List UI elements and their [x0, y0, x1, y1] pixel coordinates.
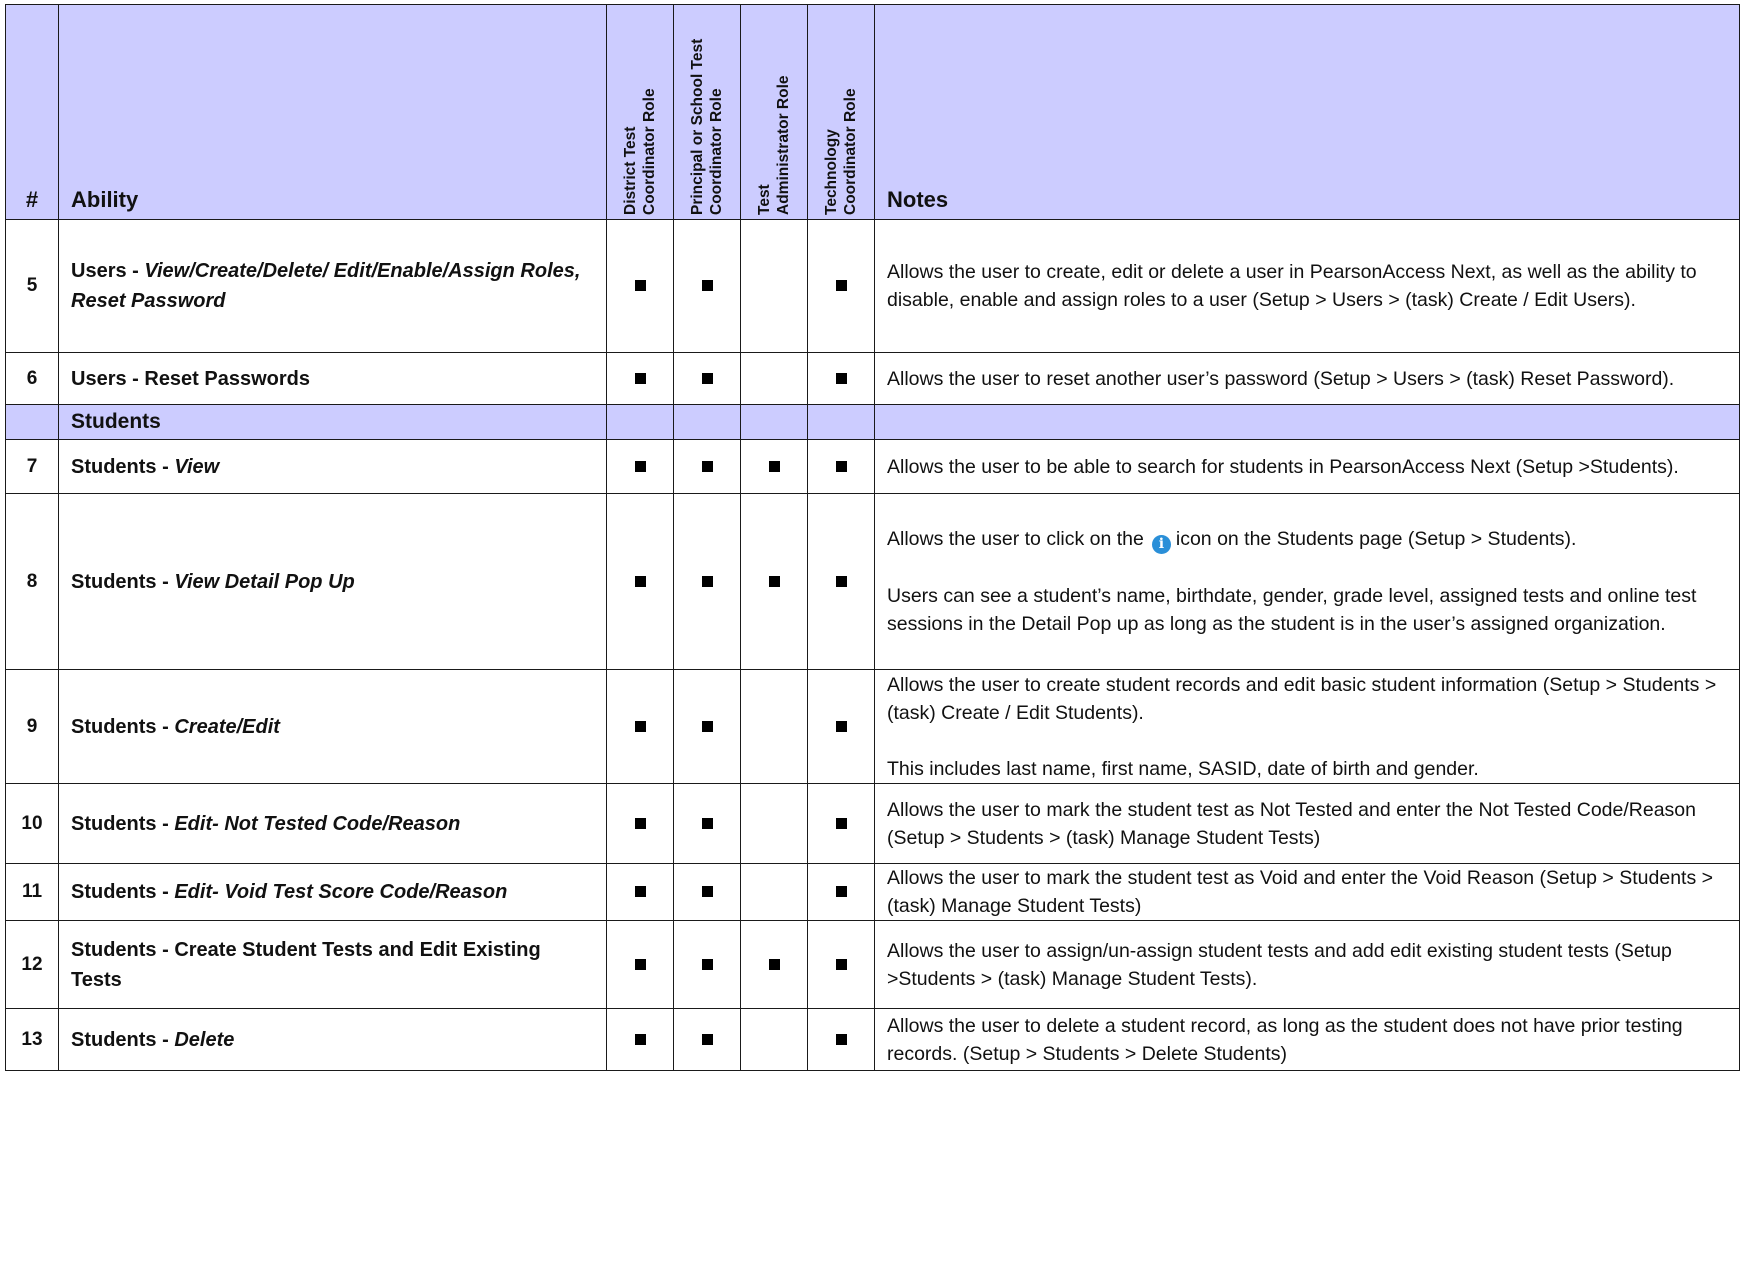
table-row [6, 921, 1740, 1009]
section-empty-cell [607, 405, 674, 440]
role-cell-test-admin [741, 864, 808, 921]
ability-cell [59, 1009, 607, 1071]
row-number: 9 [6, 670, 59, 784]
header-role-technology [808, 5, 875, 220]
roles-permissions-table [5, 4, 1740, 1071]
role-cell-district [607, 864, 674, 921]
role-cell-test-admin [741, 440, 808, 494]
role-cell-technology [808, 864, 875, 921]
ability-detail: Edit- Void Test Score Code/Reason [174, 881, 508, 903]
role-cell-principal [674, 220, 741, 353]
table-row [6, 440, 1740, 494]
permission-mark-icon [769, 959, 780, 970]
role-cell-technology [808, 353, 875, 405]
role-cell-test-admin [741, 1009, 808, 1071]
header-ability: Ability [59, 5, 607, 220]
row-number: 7 [6, 440, 59, 494]
role-cell-principal [674, 1009, 741, 1071]
role-cell-district [607, 494, 674, 670]
row-number: 12 [6, 921, 59, 1009]
role-cell-technology [808, 1009, 875, 1071]
notes-cell [875, 440, 1740, 494]
ability-label: Students - [71, 1028, 175, 1051]
role-cell-technology [808, 670, 875, 784]
row-number: 5 [6, 220, 59, 353]
ability-cell [59, 864, 607, 921]
ability-detail: View Detail Pop Up [174, 570, 355, 593]
row-number: 10 [6, 784, 59, 864]
table-row [6, 220, 1740, 353]
role-cell-district [607, 220, 674, 353]
ability-detail: Delete [174, 1028, 235, 1051]
row-number: 6 [6, 353, 59, 405]
ability-label: Students - [71, 455, 175, 478]
row-number: 11 [6, 864, 59, 921]
permission-mark-icon [702, 1034, 713, 1045]
ability-label: Users - [71, 260, 145, 282]
section-row [6, 405, 1740, 440]
permission-mark-icon [836, 576, 847, 587]
permission-mark-icon [635, 886, 646, 897]
section-num-cell [6, 405, 59, 440]
header-notes: Notes [875, 5, 1740, 220]
table-row [6, 353, 1740, 405]
permission-mark-icon [836, 886, 847, 897]
ability-label: Users - Reset Passwords [71, 367, 311, 390]
section-empty-cell [875, 405, 1740, 440]
role-cell-principal [674, 670, 741, 784]
notes-cell [875, 353, 1740, 405]
permission-mark-icon [635, 461, 646, 472]
role-cell-district [607, 440, 674, 494]
notes-paragraph: Allows the user to click on the i icon on the Students page (Setup > Students). [887, 528, 1577, 553]
permission-mark-icon [836, 1034, 847, 1045]
header-role-test-admin-label: Test Administrator Role [756, 74, 792, 215]
role-cell-test-admin [741, 220, 808, 353]
permission-mark-icon [702, 373, 713, 384]
role-cell-principal [674, 921, 741, 1009]
row-number: 13 [6, 1009, 59, 1071]
notes-paragraph: Allows the user to create, edit or delete a user in PearsonAccess Next, as well as the ability to disable, enable and assign roles to a user (Setup > Users > (task) Create / Edit Users). [887, 261, 1697, 311]
permission-mark-icon [702, 886, 713, 897]
notes-paragraph: Allows the user to delete a student record, as long as the student does not have prior testing records. (Setup > Students > Delete Students) [887, 1014, 1683, 1065]
role-cell-district [607, 921, 674, 1009]
table-row [6, 784, 1740, 864]
role-cell-test-admin [741, 353, 808, 405]
permission-mark-icon [836, 721, 847, 732]
header-role-principal-label: Principal or School Test Coordinator Role [689, 38, 725, 215]
ability-cell [59, 921, 607, 1009]
ability-label: Students - [71, 812, 175, 835]
permission-mark-icon [635, 280, 646, 291]
table-row [6, 670, 1740, 784]
role-cell-district [607, 670, 674, 784]
notes-paragraph: Allows the user to assign/un-assign student tests and add edit existing student tests (Setup >Students > (task) Manage Student Tests). [887, 939, 1672, 990]
notes-cell [875, 864, 1740, 921]
notes-paragraph: Allows the user to create student records and edit basic student information (Setup > Students > (task) Create / Edit Students). [887, 673, 1717, 724]
role-cell-test-admin [741, 670, 808, 784]
notes-cell [875, 921, 1740, 1009]
notes-paragraph: Allows the user to mark the student test as Void and enter the Void Reason (Setup > Students > (task) Manage Student Tests) [887, 867, 1714, 917]
ability-cell [59, 440, 607, 494]
role-cell-principal [674, 864, 741, 921]
ability-cell [59, 784, 607, 864]
permission-mark-icon [635, 721, 646, 732]
permission-mark-icon [635, 576, 646, 587]
permission-mark-icon [702, 959, 713, 970]
permission-mark-icon [836, 461, 847, 472]
role-cell-principal [674, 353, 741, 405]
role-cell-district [607, 1009, 674, 1071]
permission-mark-icon [702, 576, 713, 587]
section-empty-cell [808, 405, 875, 440]
role-cell-principal [674, 494, 741, 670]
role-cell-technology [808, 494, 875, 670]
header-role-technology-label: Technology Coordinator Role [823, 87, 859, 215]
role-cell-test-admin [741, 784, 808, 864]
notes-cell [875, 784, 1740, 864]
ability-detail: Create/Edit [174, 715, 280, 738]
permission-mark-icon [635, 1034, 646, 1045]
ability-cell [59, 670, 607, 784]
notes-paragraph: Allows the user to mark the student test as Not Tested and enter the Not Tested Code/Reason (Setup > Students > (task) Manage Student Tests) [887, 798, 1696, 849]
header-role-principal [674, 5, 741, 220]
notes-paragraph: This includes last name, first name, SASID, date of birth and gender. [887, 757, 1479, 780]
table-row [6, 494, 1740, 670]
role-cell-technology [808, 220, 875, 353]
ability-label: Students - Create Student Tests and Edit Existing Tests [71, 938, 541, 991]
header-role-test-admin [741, 5, 808, 220]
role-cell-technology [808, 921, 875, 1009]
section-empty-cell [674, 405, 741, 440]
permission-mark-icon [769, 576, 780, 587]
permission-mark-icon [836, 373, 847, 384]
table-body [6, 220, 1740, 1071]
notes-cell [875, 494, 1740, 670]
permission-mark-icon [635, 959, 646, 970]
section-title: Students [59, 405, 607, 440]
header-role-district [607, 5, 674, 220]
notes-paragraph: Allows the user to reset another user’s password (Setup > Users > (task) Reset Password). [887, 367, 1675, 390]
permission-mark-icon [635, 818, 646, 829]
notes-cell [875, 220, 1740, 353]
role-cell-test-admin [741, 921, 808, 1009]
ability-cell [59, 494, 607, 670]
ability-cell [59, 353, 607, 405]
role-cell-principal [674, 784, 741, 864]
role-cell-principal [674, 440, 741, 494]
ability-label: Students - [71, 570, 175, 593]
role-cell-technology [808, 440, 875, 494]
permission-mark-icon [769, 461, 780, 472]
role-cell-technology [808, 784, 875, 864]
role-cell-district [607, 353, 674, 405]
permission-mark-icon [702, 461, 713, 472]
notes-paragraph: Allows the user to be able to search for students in PearsonAccess Next (Setup >Students). [887, 455, 1679, 478]
ability-detail: Edit- Not Tested Code/Reason [174, 812, 461, 835]
ability-detail: View/Create/Delete/ Edit/Enable/Assign Roles, Reset Password [71, 260, 581, 312]
permission-mark-icon [702, 721, 713, 732]
permission-mark-icon [836, 959, 847, 970]
role-cell-test-admin [741, 494, 808, 670]
ability-cell [59, 220, 607, 353]
header-row [6, 5, 1740, 220]
notes-cell [875, 1009, 1740, 1071]
permission-mark-icon [702, 818, 713, 829]
ability-detail: View [174, 455, 220, 478]
info-icon: i [1152, 535, 1171, 554]
ability-label: Students - [71, 881, 175, 903]
role-cell-district [607, 784, 674, 864]
header-role-district-label: District Test Coordinator Role [622, 87, 658, 215]
permission-mark-icon [702, 280, 713, 291]
permission-mark-icon [836, 818, 847, 829]
notes-paragraph: Users can see a student’s name, birthdate, gender, grade level, assigned tests and online test sessions in the Detail Pop up as long as the student is in the user’s assigned organization. [887, 584, 1697, 635]
row-number: 8 [6, 494, 59, 670]
permission-mark-icon [635, 373, 646, 384]
notes-cell [875, 670, 1740, 784]
header-num: # [6, 5, 59, 220]
permission-mark-icon [836, 280, 847, 291]
table-row [6, 864, 1740, 921]
section-empty-cell [741, 405, 808, 440]
table-row [6, 1009, 1740, 1071]
ability-label: Students - [71, 715, 175, 738]
